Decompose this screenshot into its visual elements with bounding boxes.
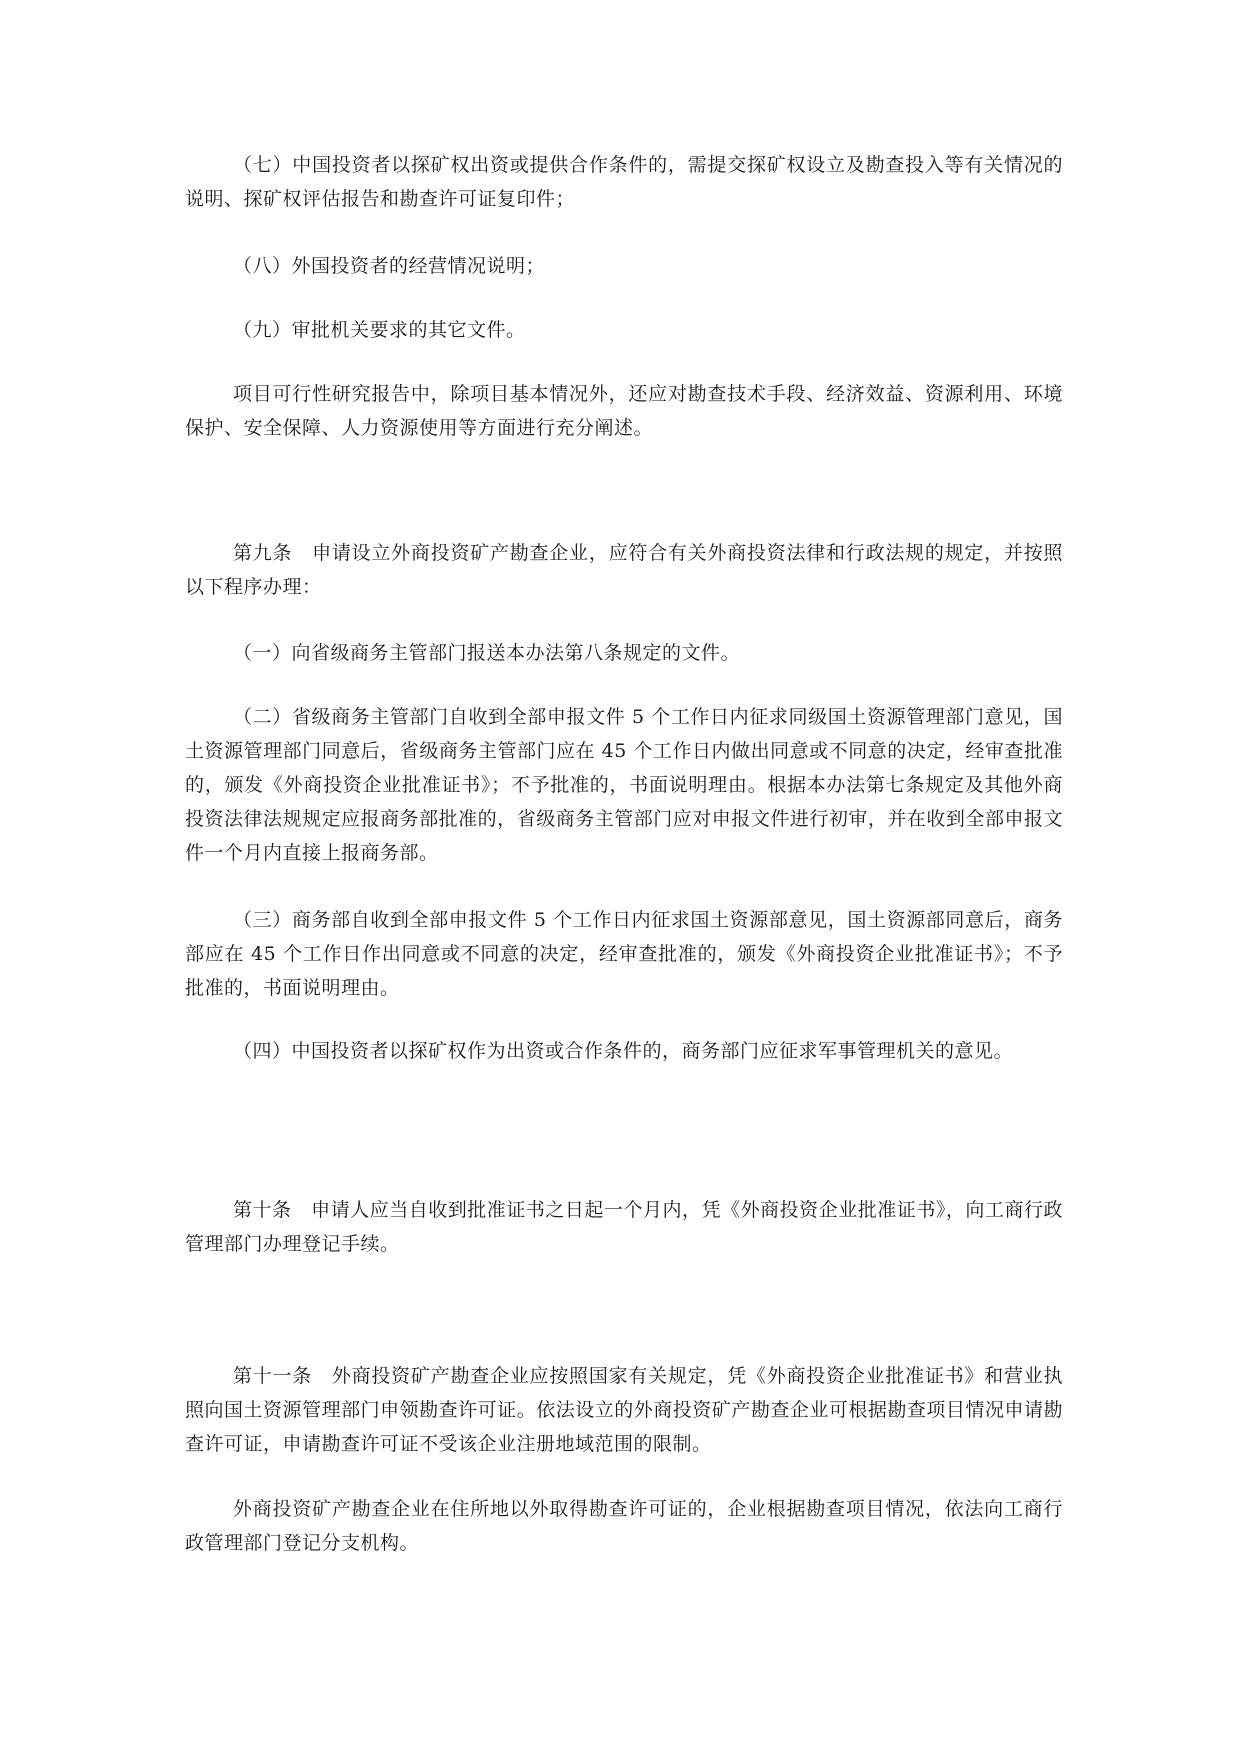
article-9: 第九条 申请设立外商投资矿产勘查企业，应符合有关外商投资法律和行政法规的规定，并按照以下程序办理： (185, 542, 1063, 598)
article-9-item-1: （一）向省级商务主管部门报送本办法第八条规定的文件。 (233, 642, 741, 664)
article-9-item-4: （四）中国投资者以探矿权作为出资或合作条件的，商务部门应征求军事管理机关的意见。 (233, 1040, 1014, 1062)
article-10: 第十条 申请人应当自收到批准证书之日起一个月内，凭《外商投资企业批准证书》，向工商行政管理部门办理登记手续。 (185, 1199, 1063, 1255)
paragraph-feasibility-report: 项目可行性研究报告中，除项目基本情况外，还应对勘查技术手段、经济效益、资源利用、环境保护、安全保障、人力资源使用等方面进行充分阐述。 (185, 383, 1063, 439)
article-9-item-2: （二）省级商务主管部门自收到全部申报文件 5 个工作日内征求同级国土资源管理部门意见，国土资源管理部门同意后，省级商务主管部门应在 45 个工作日内做出同意或不同意的决定，经审查批准的，颁发《外商投资企业批准证书》；不予批准的，书面说明理由。根据本办法第七条规定及其他外商投资法律法规规定应报商务部批准的，省级商务主管部门应对申报文件进行初审，并在收到全部申报文件一个月内直接上报商务部。 (185, 706, 1063, 864)
article-11-branch-registration: 外商投资矿产勘查企业在住所地以外取得勘查许可证的，企业根据勘查项目情况，依法向工商行政管理部门登记分支机构。 (185, 1498, 1063, 1554)
article-9-item-3: （三）商务部自收到全部申报文件 5 个工作日内征求国土资源部意见，国土资源部同意后，商务部应在 45 个工作日作出同意或不同意的决定，经审查批准的，颁发《外商投资企业批准证书》；不予批准的，书面说明理由。 (185, 909, 1063, 999)
paragraph-item-7: （七）中国投资者以探矿权出资或提供合作条件的，需提交探矿权设立及勘查投入等有关情况的说明、探矿权评估报告和勘查许可证复印件； (185, 154, 1063, 210)
paragraph-item-8: （八）外国投资者的经营情况说明； (233, 255, 546, 277)
paragraph-item-9: （九）审批机关要求的其它文件。 (233, 319, 526, 341)
article-11: 第十一条 外商投资矿产勘查企业应按照国家有关规定，凭《外商投资企业批准证书》和营业执照向国土资源管理部门申领勘查许可证。依法设立的外商投资矿产勘查企业可根据勘查项目情况申请勘查许可证，申请勘查许可证不受该企业注册地域范围的限制。 (185, 1365, 1063, 1455)
